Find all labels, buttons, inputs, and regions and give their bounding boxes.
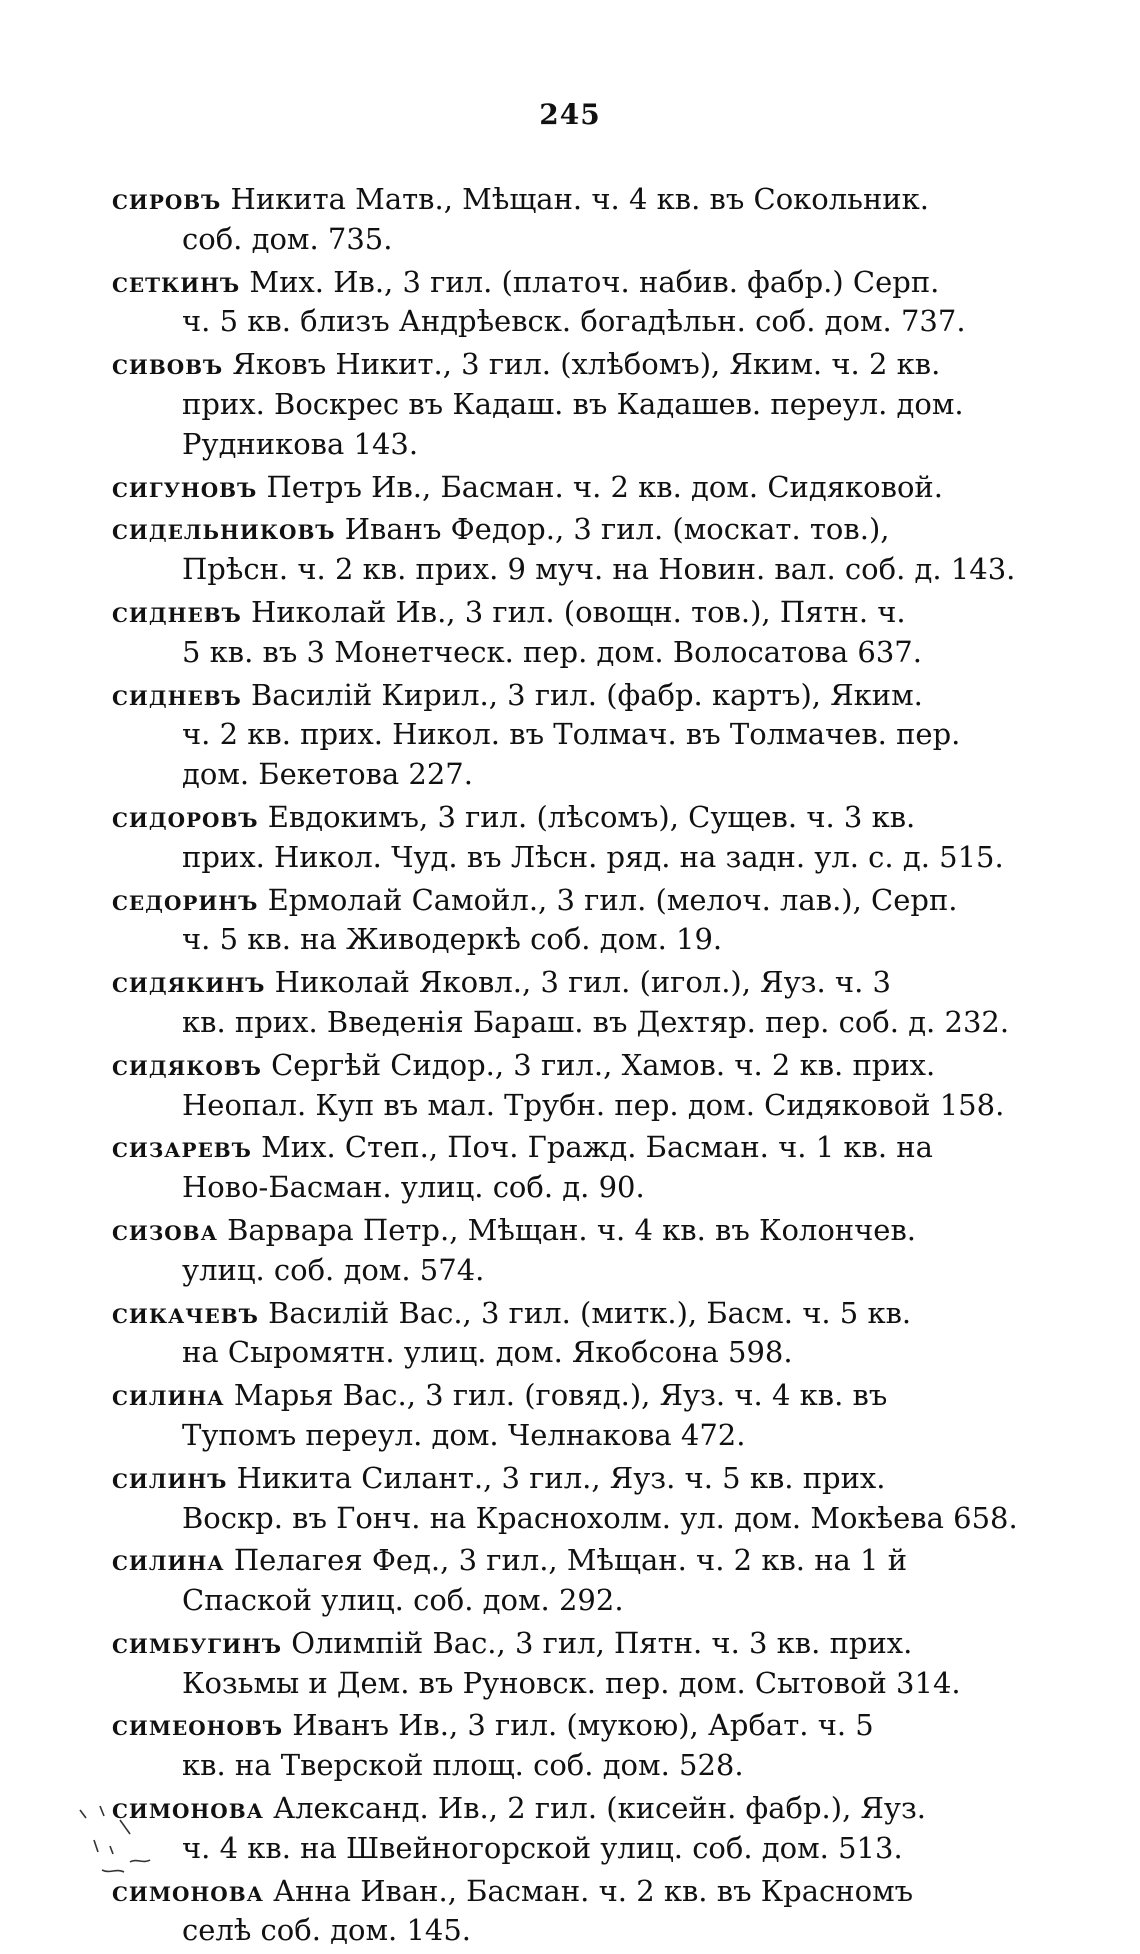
entry-text: на Сыромятн. улиц. дом. Якобсона 598. [182, 1335, 793, 1370]
entry-surname: сидневъ [112, 594, 242, 629]
entry-first-line [112, 345, 1012, 385]
entry-continuation-line [112, 1581, 1012, 1621]
entry-surname: силинъ [112, 1460, 228, 1495]
entry-text: Козьмы и Дем. въ Руновск. пер. дом. Сытовой 314. [182, 1665, 961, 1700]
entry-continuation-line [112, 1664, 1012, 1704]
entry-text: Василій Кирил., 3 гил. (фабр. картъ), Яким. [251, 677, 923, 712]
directory-entry [112, 263, 1012, 343]
directory-entries [112, 180, 1018, 1954]
directory-entry [112, 881, 1012, 961]
entry-text: селѣ соб. дом. 145. [182, 1913, 472, 1948]
entry-continuation-line [112, 1251, 1012, 1291]
entry-text: Ново-Басман. улиц. соб. д. 90. [182, 1170, 645, 1205]
entry-continuation-line [112, 1086, 1012, 1126]
entry-surname: сивовъ [112, 347, 224, 382]
entry-text: прих. Воскрес въ Кадаш. въ Кадашев. переул. дом. [182, 386, 964, 421]
entry-continuation-line [112, 425, 1012, 465]
entry-first-line [112, 1541, 1012, 1581]
entry-text: Мих. Ив., 3 гил. (платоч. набив. фабр.) Серп. [249, 264, 940, 299]
entry-surname: сидневъ [112, 677, 242, 712]
entry-first-line [112, 1459, 1012, 1499]
entry-continuation-line [112, 1499, 1018, 1539]
entry-text: кв. прих. Введенія Бараш. въ Дехтяр. пер. соб. д. 232. [182, 1004, 1010, 1039]
entry-text: Марья Вас., 3 гил. (говяд.), Яуз. ч. 4 кв. въ [233, 1378, 888, 1413]
entry-continuation-line [112, 220, 1012, 260]
entry-surname: силина [112, 1378, 225, 1413]
entry-first-line [112, 963, 1012, 1003]
entry-text: ч. 4 кв. на Швейногорской улиц. соб. дом. 513. [182, 1830, 903, 1865]
entry-continuation-line [112, 715, 1012, 755]
entry-surname: сидякинъ [112, 965, 266, 1000]
entry-continuation-line [112, 550, 1016, 590]
entry-text: Яковъ Никит., 3 гил. (хлѣбомъ), Яким. ч. 2 кв. [232, 347, 941, 382]
entry-text: дом. Бекетова 227. [182, 757, 473, 792]
entry-surname: сировъ [112, 182, 222, 216]
entry-first-line [112, 180, 1012, 220]
entry-text: Неопал. Куп въ мал. Трубн. пер. дом. Сидяковой 158. [182, 1087, 1005, 1122]
entry-first-line [112, 263, 1012, 303]
directory-entry [112, 1706, 1012, 1786]
entry-text: улиц. соб. дом. 574. [182, 1252, 485, 1287]
entry-surname: симеоновъ [112, 1708, 283, 1743]
directory-entry [112, 345, 1012, 464]
entry-text: прих. Никол. Чуд. въ Лѣсн. ряд. на задн. ул. с. д. 515. [182, 839, 1004, 874]
entry-surname: сидельниковъ [112, 512, 336, 547]
entry-continuation-line [112, 633, 1012, 673]
directory-entry [112, 798, 1012, 878]
directory-entry [112, 593, 1012, 673]
entry-surname: симбугинъ [112, 1625, 283, 1660]
entry-surname: симонова [112, 1873, 264, 1908]
entry-text: Иванъ Ив., 3 гил. (мукою), Арбат. ч. 5 [292, 1708, 874, 1743]
entry-text: Николай Ив., 3 гил. (овощн. тов.), Пятн. ч. [251, 594, 906, 629]
directory-entry [112, 180, 1012, 260]
entry-text: Рудникова 143. [182, 426, 419, 461]
entry-text: Сергѣй Сидор., 3 гил., Хамов. ч. 2 кв. прих. [271, 1047, 936, 1082]
entry-first-line [112, 1624, 1012, 1664]
directory-entry [112, 1294, 1012, 1374]
margin-scribble-marks [70, 1800, 190, 1890]
entry-text: Ермолай Самойл., 3 гил. (мелоч. лав.), Серп. [267, 882, 958, 917]
directory-entry [112, 1624, 1012, 1704]
entry-surname: сеткинъ [112, 264, 241, 299]
entry-continuation-line [112, 1829, 1012, 1869]
directory-entry [112, 1128, 1012, 1208]
entry-surname: сизова [112, 1212, 218, 1247]
directory-entry [112, 1211, 1012, 1291]
entry-surname: седоринъ [112, 882, 259, 917]
directory-entry [112, 468, 1012, 508]
entry-first-line [112, 1789, 1012, 1829]
entry-continuation-line [112, 1911, 1012, 1951]
entry-text: Прѣсн. ч. 2 кв. прих. 9 муч. на Новин. вал. соб. д. 143. [182, 552, 1016, 587]
entry-surname: симонова [112, 1791, 264, 1826]
entry-first-line [112, 1294, 1012, 1334]
entry-text: Александ. Ив., 2 гил. (кисейн. фабр.), Яуз. [273, 1791, 927, 1826]
entry-text: ч. 2 кв. прих. Никол. въ Толмач. въ Толмачев. пер. [182, 717, 961, 752]
directory-entry [112, 676, 1012, 795]
entry-text: ч. 5 кв. близъ Андрѣевск. богадѣльн. соб. дом. 737. [182, 304, 966, 339]
entry-continuation-line [112, 1746, 1012, 1786]
entry-text: Иванъ Федор., 3 гил. (москат. тов.), [344, 512, 890, 547]
entry-text: Олимпій Вас., 3 гил, Пятн. ч. 3 кв. прих. [291, 1625, 913, 1660]
entry-text: 5 кв. въ 3 Монетческ. пер. дом. Волосатова 637. [182, 634, 922, 669]
entry-first-line [112, 798, 1012, 838]
entry-text: Петръ Ив., Басман. ч. 2 кв. дом. Сидяковой. [266, 469, 943, 504]
entry-first-line [112, 881, 1012, 921]
entry-first-line [112, 1872, 1012, 1912]
entry-surname: сикачевъ [112, 1295, 259, 1330]
entry-text: кв. на Тверской площ. соб. дом. 528. [182, 1748, 744, 1783]
entry-surname: сигуновъ [112, 469, 258, 504]
entry-first-line [112, 468, 1012, 508]
entry-surname: сидоровъ [112, 799, 259, 834]
entry-text: Никита Силант., 3 гил., Яуз. ч. 5 кв. прих. [236, 1460, 886, 1495]
entry-first-line [112, 593, 1012, 633]
entry-continuation-line [112, 838, 1012, 878]
entry-text: Спаской улиц. соб. дом. 292. [182, 1583, 624, 1618]
entry-text: Никита Матв., Мѣщан. ч. 4 кв. въ Сокольник. [230, 182, 929, 216]
entry-text: Николай Яковл., 3 гил. (игол.), Яуз. ч. 3 [274, 965, 891, 1000]
entry-text: ч. 5 кв. на Живодеркѣ соб. дом. 19. [182, 922, 723, 957]
entry-text: Воскр. въ Гонч. на Краснохолм. ул. дом. Мокѣева 658. [182, 1500, 1018, 1535]
entry-first-line [112, 676, 1012, 716]
directory-entry [112, 510, 1016, 590]
entry-continuation-line [112, 1416, 1012, 1456]
directory-entry [112, 1541, 1012, 1621]
page-number: 245 [539, 98, 601, 131]
entry-surname: сизаревъ [112, 1130, 252, 1165]
entry-first-line [112, 1706, 1012, 1746]
entry-continuation-line [112, 1003, 1012, 1043]
entry-continuation-line [112, 302, 1012, 342]
entry-text: Мих. Степ., Поч. Гражд. Басман. ч. 1 кв. на [261, 1130, 933, 1165]
entry-first-line [112, 510, 1012, 550]
entry-text: Тупомъ переул. дом. Челнакова 472. [182, 1417, 746, 1452]
entry-continuation-line [112, 1168, 1012, 1208]
directory-entry [112, 1789, 1012, 1869]
entry-first-line [112, 1046, 1012, 1086]
entry-text: Варвара Петр., Мѣщан. ч. 4 кв. въ Колончев. [227, 1212, 916, 1247]
directory-entry [112, 1459, 1018, 1539]
entry-text: Пелагея Фед., 3 гил., Мѣщан. ч. 2 кв. на 1 й [233, 1543, 908, 1578]
entry-first-line [112, 1128, 1012, 1168]
entry-continuation-line [112, 755, 1012, 795]
entry-text: Анна Иван., Басман. ч. 2 кв. въ Красномъ [273, 1873, 914, 1908]
entry-continuation-line [112, 1333, 1012, 1373]
entry-surname: силина [112, 1543, 225, 1578]
entry-text: Евдокимъ, 3 гил. (лѣсомъ), Сущев. ч. 3 кв. [267, 799, 916, 834]
entry-continuation-line [112, 385, 1012, 425]
entry-first-line [112, 1211, 1012, 1251]
entry-continuation-line [112, 920, 1012, 960]
directory-entry [112, 963, 1012, 1043]
entry-text: Василій Вас., 3 гил. (митк.), Басм. ч. 5 кв. [268, 1295, 912, 1330]
entry-text: соб. дом. 735. [182, 221, 393, 256]
entry-first-line [112, 1376, 1012, 1416]
directory-entry [112, 1046, 1012, 1126]
directory-entry [112, 1376, 1012, 1456]
directory-entry [112, 1872, 1012, 1952]
entry-surname: сидяковъ [112, 1047, 262, 1082]
